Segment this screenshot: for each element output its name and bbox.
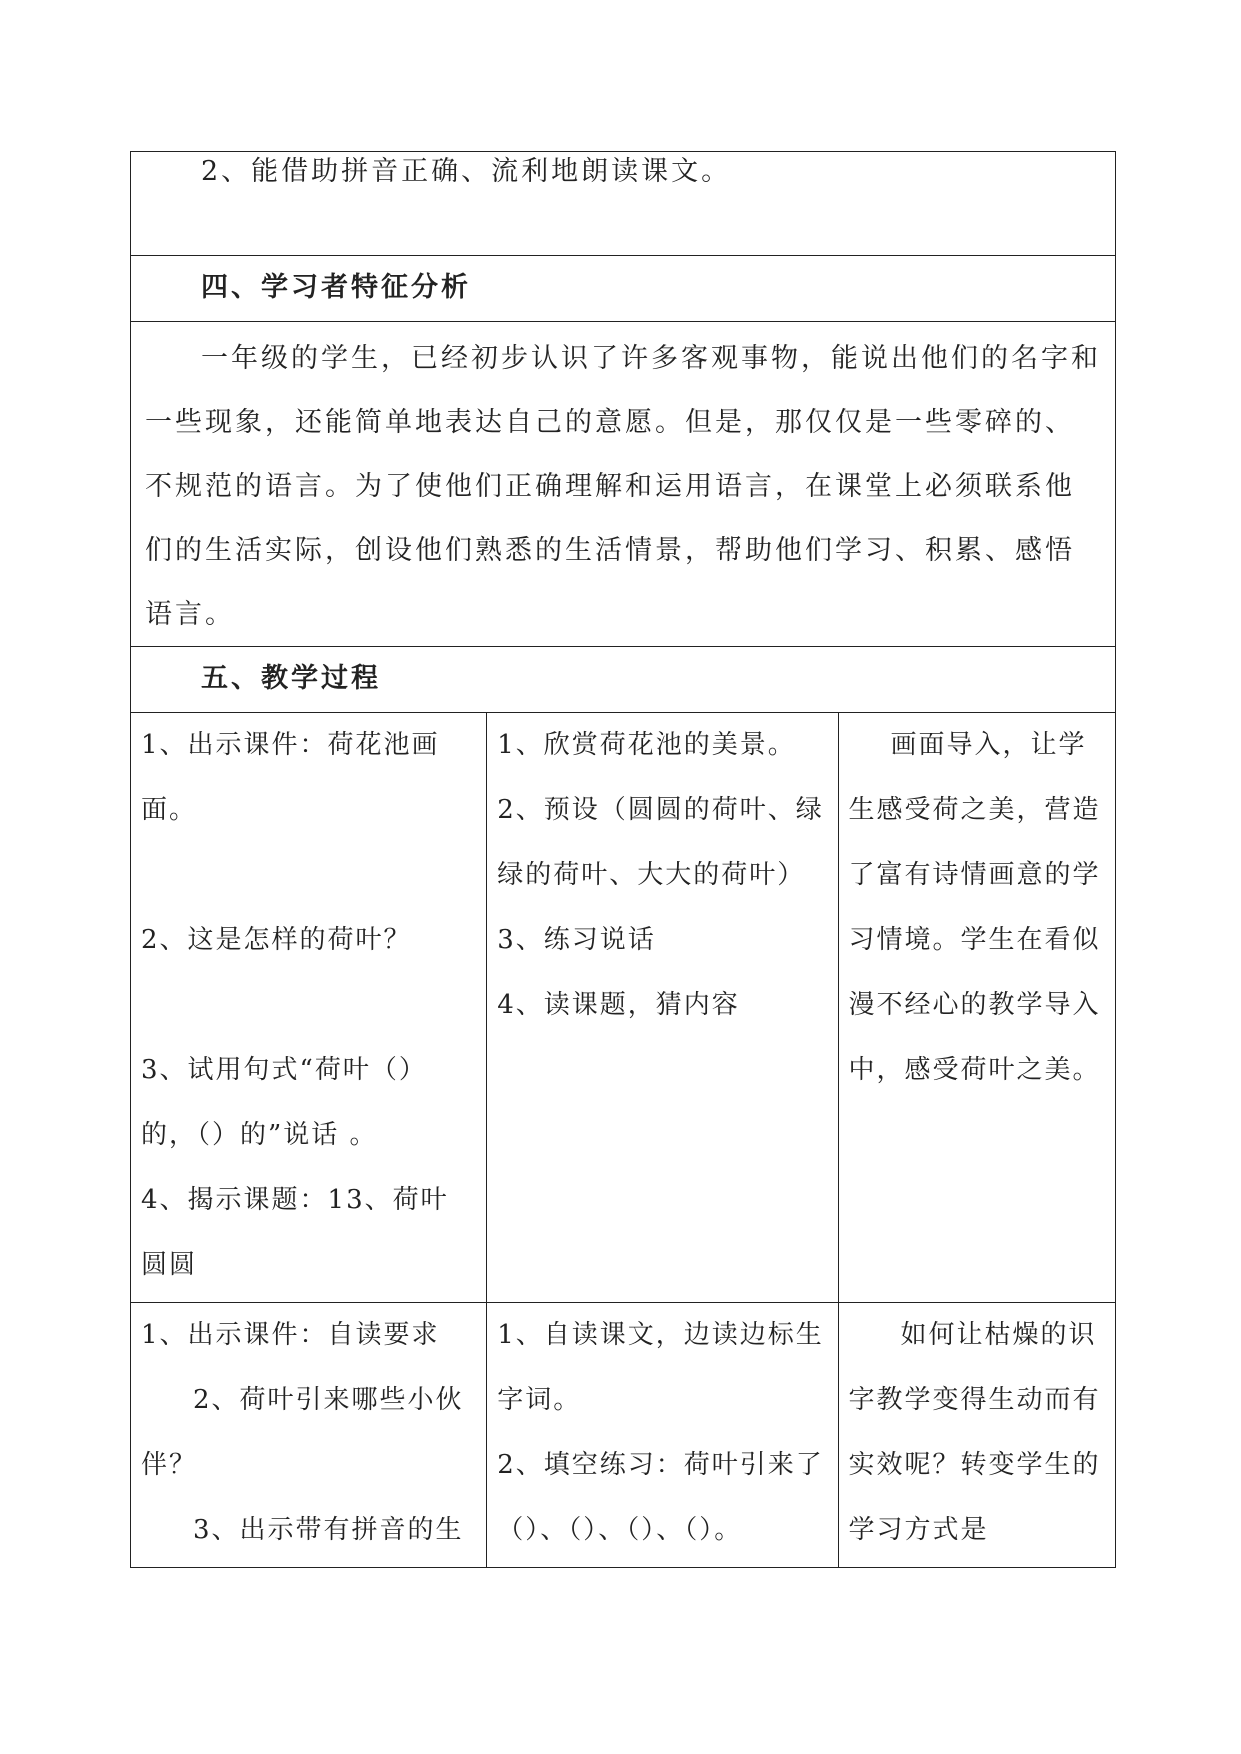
design-intent-column	[839, 713, 1115, 1302]
teacher-step: 4、揭示课题：13、荷叶圆圆	[141, 1185, 449, 1280]
student-step: 1、自读课文，边读边标生字词。	[497, 1320, 824, 1415]
design-intent-column	[839, 1303, 1115, 1567]
section4-paragraph: 一年级的学生，已经初步认识了许多客观事物，能说出他们的名字和一些现象，还能简单地表达自己的意愿。但是，那仅仅是一些零碎的、不规范的语言。为了使他们正确理解和运用语言，在课堂上必须联系他们的生活实际，创设他们熟悉的生活情景，帮助他们学习、积累、感悟语言。	[145, 343, 1101, 630]
teacher-step: 2、荷叶引来哪些小伙伴？	[141, 1385, 464, 1480]
teacher-step: 3、出示带有拼音的生	[193, 1515, 464, 1545]
design-intent-text: 画面导入，让学生感受荷之美，营造了富有诗情画意的学习情境。学生在看似漫不经心的教学导入中，感受荷叶之美。	[848, 730, 1101, 1085]
student-step: 4、读课题，猜内容	[497, 990, 740, 1020]
teacher-activity-column	[131, 713, 487, 1302]
section4-heading: 四、学习者特征分析	[201, 272, 471, 303]
teacher-step: 2、这是怎样的荷叶？	[141, 925, 412, 955]
section4-body-row	[131, 322, 1115, 647]
section5-heading-row	[131, 647, 1115, 713]
student-step: 2、填空练习：荷叶引来了（）、（）、（）、（）。	[497, 1450, 824, 1545]
teacher-spacer	[141, 843, 476, 908]
process-block-2	[131, 1303, 1115, 1567]
design-intent-text: 如何让枯燥的识字教学变得生动而有实效呢？转变学生的学习方式是	[848, 1320, 1101, 1545]
lesson-plan-document	[130, 151, 1116, 1568]
student-step: 3、练习说话	[497, 925, 656, 955]
teacher-activity-column	[131, 1303, 487, 1567]
student-activity-column	[487, 713, 838, 1302]
section5-heading: 五、教学过程	[201, 663, 381, 694]
student-step: 1、欣赏荷花池的美景。	[497, 730, 796, 760]
objective-item-2: 2、能借助拼音正确、流利地朗读课文。	[201, 156, 732, 187]
section4-heading-row	[131, 256, 1115, 322]
student-step: 2、预设（圆圆的荷叶、绿绿的荷叶、大大的荷叶）	[497, 795, 824, 890]
objective-row	[131, 152, 1115, 256]
teacher-step: 1、出示课件：荷花池画面。	[141, 730, 440, 825]
lesson-plan-table	[130, 151, 1116, 1568]
student-activity-column	[487, 1303, 838, 1567]
teacher-step: 1、出示课件：自读要求	[141, 1320, 440, 1350]
teacher-step: 3、试用句式“荷叶（）的，（）的”说话 。	[141, 1055, 427, 1150]
teacher-spacer	[141, 973, 476, 1038]
process-block-1	[131, 713, 1115, 1303]
